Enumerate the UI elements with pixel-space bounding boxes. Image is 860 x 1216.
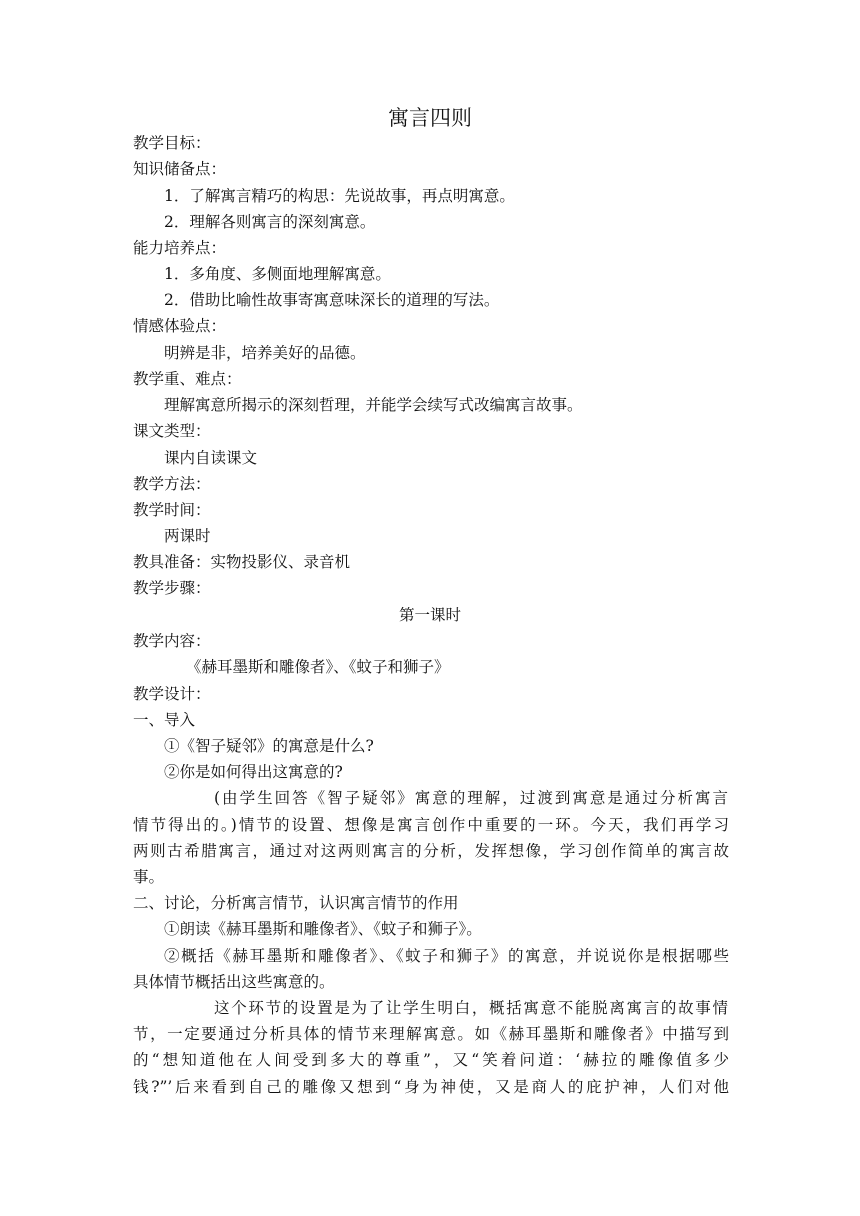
heading-teaching-steps: 教学步骤： [133,579,211,597]
heading-text-type: 课文类型： [133,422,211,440]
heading-teaching-design: 教学设计： [133,685,211,703]
list-item: ①朗读《赫耳墨斯和雕像者》、《蚊子和狮子》。 [164,920,482,938]
heading-teaching-time: 教学时间： [133,501,211,519]
heading-teaching-method: 教学方法： [133,475,211,493]
heading-ability-points: 能力培养点： [133,239,227,257]
heading-knowledge-points: 知识储备点： [133,160,227,178]
paragraph-line: 这个环节的设置是为了让学生明白，概括寓意不能脱离寓言的故事情 [214,999,728,1017]
paragraph-line: (由学生回答《智子疑邻》寓意的理解，过渡到寓意是通过分析寓言 [214,789,728,807]
paragraph-line: 课内自读课文 [164,449,258,467]
heading-teaching-content: 教学内容： [133,632,211,650]
paragraph-line: 两则古希腊寓言，通过对这两则寓言的分析，发挥想像，学习创作简单的寓言故 [133,842,729,860]
list-item: ①《智子疑邻》的寓意是什么? [164,737,374,755]
list-item: ②概括《赫耳墨斯和雕像者》、《蚊子和狮子》的寓意，并说说你是根据哪些 [164,947,729,965]
document-title: 寓言四则 [388,106,472,130]
paragraph-line: 事。 [133,868,165,886]
section-heading-discussion: 二、讨论，分析寓言情节，认识寓言情节的作用 [133,894,459,912]
list-item: 1．了解寓言精巧的构思：先说故事，再点明寓意。 [164,187,515,205]
heading-key-difficult-points: 教学重、难点： [133,370,242,388]
paragraph-line: 节，一定要通过分析具体的情节来理解寓意。如《赫耳墨斯和雕像者》中描写到 [133,1025,729,1043]
paragraph-line: 明辨是非，培养美好的品德。 [164,344,366,362]
heading-emotion-points: 情感体验点： [133,317,227,335]
paragraph-line: 钱?”’后来看到自己的雕像又想到“身为神使，又是商人的庇护神，人们对他 [133,1078,729,1096]
paragraph-line: 情节得出的。)情节的设置、想像是寓言创作中重要的一环。今天，我们再学习 [133,816,729,834]
list-item: 2．理解各则寓言的深刻寓意。 [164,213,376,231]
heading-teaching-goals: 教学目标： [133,134,211,152]
paragraph-line: 《赫耳墨斯和雕像者》、《蚊子和狮子》 [186,658,450,676]
list-item: ②你是如何得出这寓意的? [164,763,343,781]
heading-teaching-aids: 教具准备：实物投影仪、录音机 [133,553,351,571]
list-item: 2．借助比喻性故事寄寓意味深长的道理的写法。 [164,291,500,309]
list-item: 1．多角度、多侧面地理解寓意。 [164,265,391,283]
section-heading-introduction: 一、导入 [133,711,196,729]
paragraph-line: 两课时 [164,527,211,545]
paragraph-line: 的“想知道他在人间受到多大的尊重”，又“笑着问道：‘赫拉的雕像值多少 [133,1051,729,1069]
paragraph-line: 理解寓意所揭示的深刻哲理，并能学会续写式改编寓言故事。 [164,396,583,414]
paragraph-line: 具体情节概括出这些寓意的。 [133,973,335,991]
section-title-first-lesson: 第一课时 [398,606,461,624]
